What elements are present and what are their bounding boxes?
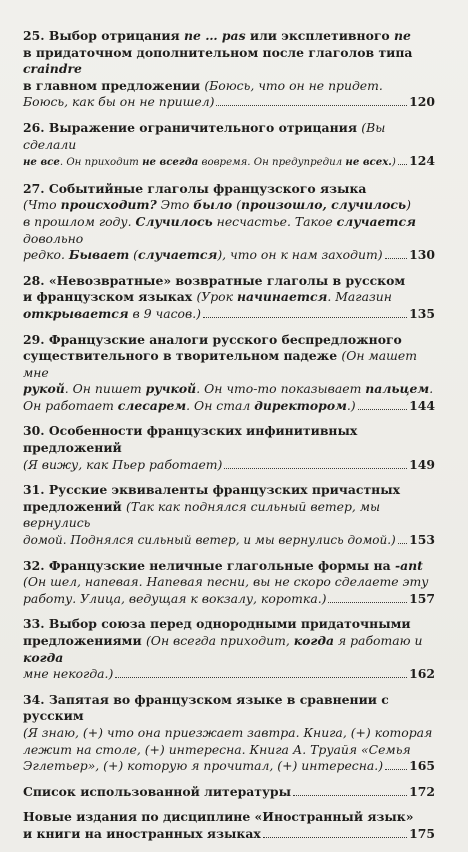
toc-entry-example: (Я вижу, как Пьер работает) <box>23 456 223 472</box>
toc-entry-line <box>23 742 435 759</box>
toc-entry-title: 27. Событийные глаголы французского языка <box>23 180 367 196</box>
toc-entry-example: ne <box>394 28 411 43</box>
toc-entry[interactable] <box>23 423 435 473</box>
toc-entry-line <box>23 348 435 381</box>
toc-page-number[interactable]: 144 <box>409 397 435 413</box>
toc-dot-leader <box>263 837 407 838</box>
toc-entry-example: craindre <box>23 61 82 77</box>
toc-entry-line <box>23 197 435 214</box>
toc-entry-example: когда <box>23 649 64 665</box>
toc-entry-title: предложений <box>23 498 127 514</box>
toc-page-number[interactable]: 153 <box>409 532 435 548</box>
toc-entry-example: (Урок <box>196 289 237 305</box>
toc-page-number[interactable]: 165 <box>409 758 435 774</box>
toc-entry-example: . Магазин <box>327 289 392 305</box>
toc-entry-example: в прошлом году. <box>23 213 136 229</box>
toc-entry-example: происходит? <box>60 197 157 213</box>
toc-entry-line <box>23 153 435 172</box>
toc-dot-leader <box>398 164 407 165</box>
toc-dot-leader <box>115 677 407 678</box>
toc-entry-example: Бывает <box>68 247 130 263</box>
toc-entry-example: начинается <box>236 289 328 305</box>
toc-entry-line <box>23 306 435 323</box>
toc-entry-example: случается <box>138 247 218 263</box>
table-of-contents <box>23 28 435 852</box>
toc-entry-line <box>23 398 435 415</box>
toc-entry-example: ) <box>406 197 411 213</box>
toc-entry-example: .) <box>346 397 356 413</box>
toc-entry-example: (Вы сделали <box>23 119 386 152</box>
toc-entry-example: не все <box>23 156 60 169</box>
toc-entry-example: слесарем <box>117 397 187 413</box>
toc-entry-line <box>23 591 435 608</box>
toc-entry-example: не всегда <box>142 156 199 169</box>
toc-entry-line <box>23 28 435 45</box>
toc-entry-line <box>23 784 435 801</box>
toc-entry-example: ), что он к нам заходит) <box>217 247 383 263</box>
toc-entry-example: домой. Поднялся сильный ветер, и мы вернулись домой.) <box>23 533 396 548</box>
toc-entry-example: . Он стал <box>186 397 255 413</box>
toc-entry-example: . Он что-то показывает <box>196 381 366 397</box>
toc-entry-line <box>23 758 435 775</box>
toc-page-number[interactable]: 175 <box>409 825 435 841</box>
toc-entry-line <box>23 289 435 306</box>
toc-entry-title: 32. Французские неличные глагольные формы на <box>23 557 395 573</box>
toc-entry-example: когда <box>293 633 335 648</box>
toc-entry-title: 33. Выбор союза перед однородными придаточными <box>23 616 411 632</box>
toc-page-number[interactable]: 135 <box>409 305 435 321</box>
toc-entry-line <box>23 666 435 683</box>
toc-entry-example: пальцем <box>365 381 430 397</box>
toc-entry-title: и французском языках <box>23 289 197 305</box>
toc-entry-example: Это <box>156 197 194 213</box>
toc-entry-line <box>23 725 435 742</box>
toc-page-number[interactable]: 120 <box>409 94 435 110</box>
toc-entry-example: -ant <box>394 557 423 573</box>
toc-entry-line <box>23 78 435 95</box>
toc-dot-leader <box>224 468 407 469</box>
toc-entry-title: 31. Русские эквиваленты французских причастных <box>23 482 401 498</box>
toc-entry-line <box>23 381 435 398</box>
toc-dot-leader <box>398 543 407 544</box>
toc-entry-example: в 9 часов.) <box>128 305 201 321</box>
toc-entry-line <box>23 120 435 153</box>
toc-entry-line <box>23 826 435 843</box>
toc-entry-example: я работаю и <box>334 633 423 648</box>
toc-entry-title: в придаточном дополнительном после глаголов типа <box>23 44 413 60</box>
toc-entry-example: случается <box>336 213 416 229</box>
toc-entry[interactable] <box>23 120 435 172</box>
toc-entry-example: было <box>193 197 233 213</box>
toc-entry-example: . Он приходит <box>59 157 143 169</box>
toc-entry-line <box>23 532 435 549</box>
toc-entry-line <box>23 273 435 290</box>
toc-entry-example: не всех. <box>345 156 392 169</box>
toc-entry[interactable] <box>23 28 435 111</box>
toc-entry-example: директором <box>254 397 347 413</box>
toc-entry-example: (Он машет мне <box>23 348 417 380</box>
toc-page-number[interactable]: 130 <box>409 247 435 263</box>
toc-entry-example: редко. <box>23 247 69 263</box>
toc-entry-title: 34. Запятая во французском языке в сравнении с русским <box>23 691 389 724</box>
toc-entry-line <box>23 181 435 198</box>
toc-entry-line <box>23 214 435 247</box>
toc-entry-title: 26. Выражение ограничительного отрицания <box>23 119 362 135</box>
toc-dot-leader <box>328 602 407 603</box>
toc-entry[interactable] <box>23 181 435 264</box>
toc-entry-example: (Что <box>23 197 61 213</box>
toc-entry-title: 30. Особенности французских инфинитивных предложений <box>23 423 358 456</box>
toc-entry[interactable] <box>23 332 435 415</box>
toc-dot-leader <box>385 258 408 259</box>
toc-entry[interactable] <box>23 273 435 323</box>
toc-entry-example: ) <box>391 157 396 169</box>
toc-entry-title: Список использованной литературы <box>23 783 291 799</box>
toc-entry[interactable] <box>23 558 435 608</box>
toc-entry-title: существительного в творительном падеже <box>23 348 342 364</box>
toc-entry-line <box>23 482 435 499</box>
toc-entry-example: несчастье. Такое <box>212 213 337 229</box>
toc-entry-example: (Он шел, напевая. Напевая песни, вы не скоро сделаете эту <box>23 574 429 590</box>
toc-entry-title: 29. Французские аналоги русского беспредложного <box>23 331 402 347</box>
toc-page-number[interactable]: 149 <box>409 456 435 472</box>
toc-entry-example: ( <box>129 247 138 263</box>
toc-entry-example: (Боюсь, что он не придет. <box>204 77 383 93</box>
toc-entry-title: предложениями <box>23 633 146 648</box>
toc-entry-example: . <box>429 381 434 397</box>
toc-entry-example: лежит на столе, (+) интересна. Книга А. Труайя «Семья <box>23 741 411 757</box>
toc-entry-example: Случилось <box>135 213 213 229</box>
toc-entry-example: ( <box>232 197 241 213</box>
toc-entry-example: рукой <box>23 381 65 397</box>
toc-entry-title: или эксплетивного <box>245 28 395 43</box>
toc-dot-leader <box>358 409 407 410</box>
toc-entry-title: в главном предложении <box>23 77 205 93</box>
toc-entry-example: мне некогда.) <box>23 666 114 682</box>
toc-entry-example: . Он пишет <box>64 381 146 397</box>
toc-entry[interactable] <box>23 809 435 842</box>
toc-entry-line <box>23 558 435 575</box>
toc-entry-line <box>23 423 435 456</box>
toc-entry-line <box>23 616 435 633</box>
toc-page-number[interactable]: 157 <box>409 590 435 606</box>
toc-entry-line <box>23 809 435 826</box>
toc-entry-line <box>23 332 435 349</box>
toc-entry-line <box>23 247 435 264</box>
toc-entry-title: и книги на иностранных языках <box>23 825 261 841</box>
toc-entry[interactable] <box>23 482 435 548</box>
toc-entry[interactable] <box>23 616 435 682</box>
toc-entry-line <box>23 574 435 591</box>
toc-dot-leader <box>203 317 407 318</box>
toc-entry-example: Боюсь, как бы он не пришел) <box>23 94 215 110</box>
toc-entry-example: Эглетьер», (+) которую я прочитал, (+) интересна.) <box>23 758 384 774</box>
toc-entry[interactable] <box>23 692 435 775</box>
toc-dot-leader <box>385 769 407 770</box>
toc-entry-example: вовремя. Он предупредил <box>198 157 346 169</box>
toc-entry-example: произошло, случилось <box>240 197 407 213</box>
toc-entry-title: 25. Выбор отрицания <box>23 28 184 43</box>
toc-dot-leader <box>293 795 407 796</box>
toc-entry-line <box>23 45 435 78</box>
toc-entry-example: (Он всегда приходит, <box>145 633 294 648</box>
toc-entry-example: работу. Улица, ведущая к вокзалу, коротка.) <box>23 590 327 606</box>
toc-entry-example: ne … pas <box>183 28 246 43</box>
toc-entry-title: 28. «Невозвратные» возвратные глаголы в русском <box>23 272 406 288</box>
toc-entry-line <box>23 692 435 725</box>
toc-entry-example: довольно <box>23 230 84 246</box>
toc-entry-title: Новые издания по дисциплине «Иностранный язык» <box>23 809 414 825</box>
toc-entry-example: открывается <box>23 305 129 321</box>
toc-entry-example: (Я знаю, (+) что она приезжает завтра. Книга, (+) которая <box>23 724 433 740</box>
toc-entry-line <box>23 499 435 532</box>
toc-dot-leader <box>216 105 407 106</box>
toc-page-number[interactable]: 124 <box>409 153 435 169</box>
toc-entry-line <box>23 94 435 111</box>
toc-entry-line <box>23 457 435 474</box>
toc-page-number[interactable]: 172 <box>409 783 435 799</box>
toc-entry[interactable] <box>23 784 435 801</box>
toc-entry-example: (Так как поднялся сильный ветер, мы вернулись <box>23 498 381 531</box>
toc-entry-example: ручкой <box>145 381 197 397</box>
toc-entry-example: Он работает <box>23 397 118 413</box>
toc-page-number[interactable]: 162 <box>409 666 435 682</box>
toc-entry-line <box>23 633 435 666</box>
